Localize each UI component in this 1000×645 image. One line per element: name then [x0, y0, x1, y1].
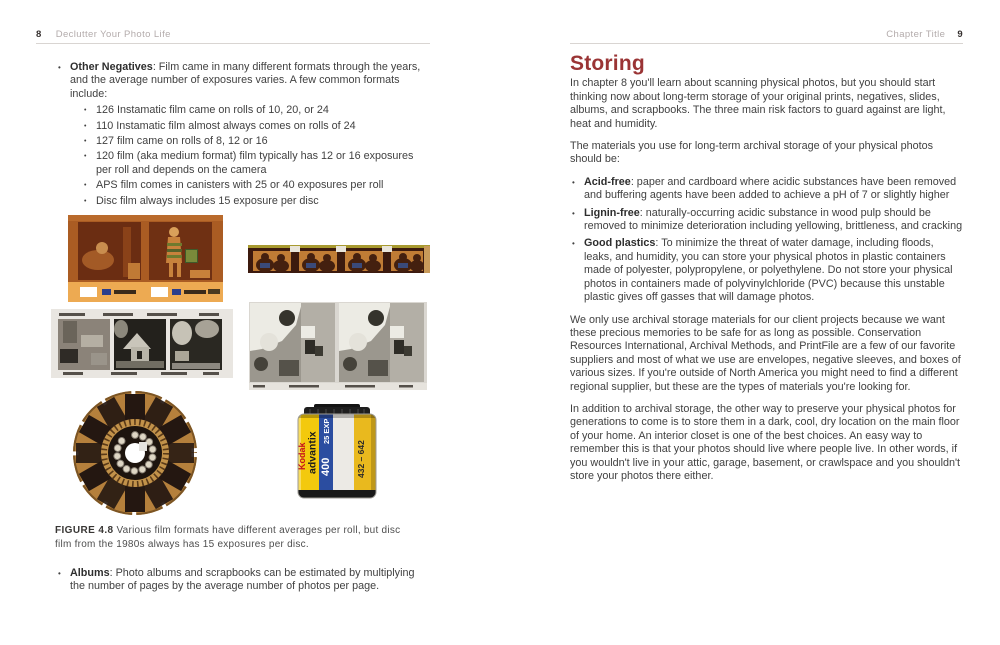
right-running-title: Chapter Title	[886, 29, 946, 40]
right-page-header	[570, 29, 963, 40]
bw-two-frame-negative-image	[249, 302, 427, 390]
list-item: • Disc film always includes 15 exposure per disc	[83, 195, 428, 208]
left-running-title: Declutter Your Photo Life	[55, 29, 171, 40]
lignin-free-bullet	[570, 207, 963, 234]
lignin-free-lead: Lignin-free	[584, 206, 640, 219]
good-plastics-text: : To minimize the threat of water damage, including floods, leaks, and humidity, you can store your physical photos in plastic containers made of polyester, polypropylene, or polyethylene. Do not store your physical photos in containers made of polyvinylchloride (PVC) because this unstable plastic gives off gasses that will damage photos.	[584, 237, 953, 304]
figure-label: FIGURE 4.8	[55, 525, 114, 536]
list-item: • 126 Instamatic film came on rolls of 10, 20, or 24	[83, 104, 428, 117]
left-page-header	[36, 29, 430, 40]
canister-product-label: advantix	[306, 431, 319, 474]
acid-free-bullet	[570, 176, 963, 203]
bw-negative-strip-image	[51, 309, 233, 378]
good-plastics-lead: Good plastics	[584, 237, 656, 250]
figure-caption-text: Various film formats have different averages per roll, but disc film from the 1980s always has 15 exposures per disc.	[55, 525, 401, 550]
canister-speed-label: 400	[320, 457, 332, 476]
list-item: • 120 film (aka medium format) film typically has 12 or 16 exposures per roll and depends on the camera	[83, 150, 428, 177]
color-negative-image	[68, 215, 223, 302]
other-negatives-text: : Film came in many different formats through the years, and the average number of exposures varies. A few common formats include:	[70, 61, 421, 100]
left-page	[36, 0, 430, 645]
disc-film-image	[65, 389, 205, 517]
good-plastics-bullet	[570, 237, 963, 304]
materials-lead-in: The materials you use for long-term archival storage of your physical photos should be:	[570, 140, 934, 166]
right-header-rule	[570, 43, 963, 44]
figure-caption	[55, 524, 415, 551]
right-page-number: 9	[957, 29, 963, 40]
materials-list	[570, 176, 963, 305]
left-header-rule	[36, 43, 430, 44]
aps-canister-image	[292, 404, 382, 506]
canister-brand-label: Kodak	[297, 442, 307, 470]
suppliers-paragraph: We only use archival storage materials for our client projects because we want these precious memories to be safe for as long as possible. Conservation Resources International, Archival Methods, and PrintFile are a few of our favorite suppliers and most of what we use are envelopes, negative sleeves, and boxes of various sizes. If you're outside of North America you might need to find a different regional supplier, but these are the types of materials you're looking for.	[570, 313, 961, 393]
left-page-number: 8	[36, 29, 42, 40]
110-film-strip-image	[248, 243, 430, 275]
acid-free-text: : paper and cardboard where acidic substances have been removed and buffering agents have been added to achieve a pH of 7 or slightly higher	[584, 175, 957, 202]
acid-free-lead: Acid-free	[584, 175, 631, 188]
list-item: • 110 Instamatic film almost always comes on rolls of 24	[83, 120, 428, 133]
intro-paragraph: In chapter 8 you'll learn about scanning physical photos, but you should start thinking now about long-term storage of your original prints, negatives, slides, albums, and scrapbooks. The three main risk factors to guard against are light, heat and humidity.	[570, 77, 946, 130]
list-item: • APS film comes in canisters with 25 or 40 exposures per roll	[83, 179, 428, 192]
other-negatives-lead: Other Negatives	[70, 61, 153, 73]
albums-bullet	[56, 567, 428, 594]
canister-exposures-label: 25 EXP	[322, 418, 331, 444]
albums-text: : Photo albums and scrapbooks can be estimated by multiplying the number of pages by the average number of photos per page.	[70, 567, 415, 593]
lignin-free-text: : naturally-occurring acidic substance in wood pulp should be removed to minimize deterioration including yellowing, brittleness, and cracking	[584, 206, 963, 233]
section-heading: Storing	[570, 52, 645, 75]
canister-code-label: 432 – 642	[356, 440, 366, 478]
storing-section	[570, 52, 963, 492]
albums-section	[56, 567, 428, 597]
location-paragraph: In addition to archival storage, the other way to preserve your physical photos for generations to come is to store them in a dark, cool, dry location on the main floor of your home. An interior closet is one of the best choices. An easy way to remember this is that your photos should live where people live. In other words, if you wouldn't live in your attic, garage, basement, or crawlspace and you shouldn't store your photos there either.	[570, 402, 961, 482]
list-item: • 127 film came on rolls of 8, 12 or 16	[83, 135, 428, 148]
other-negatives-section	[56, 61, 428, 211]
right-page	[570, 0, 963, 645]
albums-lead: Albums	[70, 567, 110, 579]
other-negatives-bullet	[56, 61, 428, 208]
film-formats-list	[70, 104, 428, 208]
